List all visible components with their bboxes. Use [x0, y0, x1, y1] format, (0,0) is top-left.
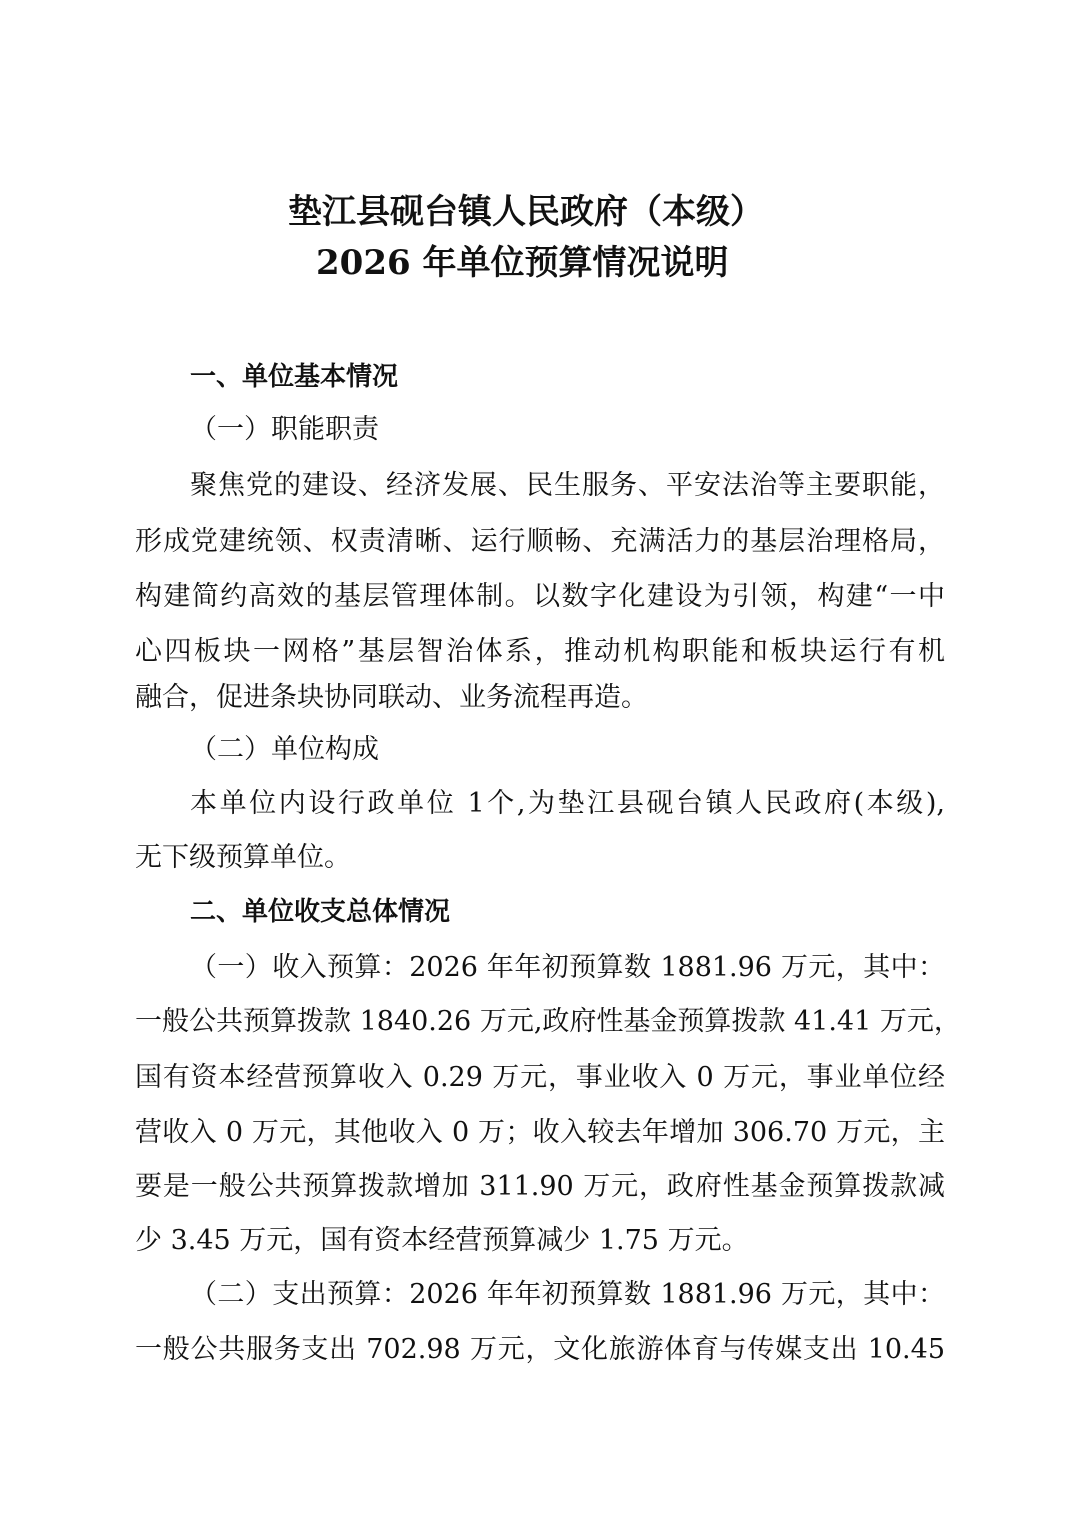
- paragraph-line: 国有资本经营预算收入 0.29 万元，事业收入 0 万元，事业单位经: [135, 1062, 945, 1093]
- paragraph-line: 无下级预算单位。: [135, 842, 351, 873]
- document-title-text: 2026 年单位预算情况说明: [316, 243, 729, 283]
- paragraph-line: 聚焦党的建设、经济发展、民生服务、平安法治等主要职能，: [190, 470, 945, 501]
- paragraph-line: 形成党建统领、权责清晰、运行顺畅、充满活力的基层治理格局，: [135, 526, 945, 557]
- paragraph-line: 融合，促进条块协同联动、业务流程再造。: [135, 682, 648, 713]
- paragraph-line: 少 3.45 万元，国有资本经营预算减少 1.75 万元。: [135, 1225, 749, 1256]
- subheading-functions: （一）职能职责: [190, 414, 379, 445]
- subheading-composition: （二）单位构成: [190, 734, 379, 765]
- paragraph-line: 营收入 0 万元，其他收入 0 万；收入较去年增加 306.70 万元，主: [135, 1117, 945, 1148]
- document-title-line1: 垫江县砚台镇人民政府（本级）: [288, 192, 764, 232]
- section-heading-basic-info: 一、单位基本情况: [190, 362, 399, 392]
- paragraph-line: （一）收入预算：2026 年年初预算数 1881.96 万元，其中：: [190, 952, 945, 983]
- paragraph-line: 一般公共预算拨款 1840.26 万元,政府性基金预算拨款 41.41 万元，: [135, 1006, 961, 1037]
- paragraph-line: （二）支出预算：2026 年年初预算数 1881.96 万元，其中：: [190, 1279, 945, 1310]
- paragraph-line: 一般公共服务支出 702.98 万元，文化旅游体育与传媒支出 10.45: [135, 1334, 945, 1365]
- paragraph-line: 心四板块一网格”基层智治体系，推动机构职能和板块运行有机: [135, 636, 945, 667]
- paragraph-line: 构建简约高效的基层管理体制。以数字化建设为引领，构建“一中: [135, 581, 945, 612]
- section-heading-revenue-expenditure: 二、单位收支总体情况: [190, 897, 451, 927]
- paragraph-line: 本单位内设行政单位 1个,为垫江县砚台镇人民政府(本级),: [190, 788, 945, 819]
- paragraph-line: 要是一般公共预算拨款增加 311.90 万元，政府性基金预算拨款减: [135, 1171, 945, 1202]
- document-title-line2: [316, 240, 728, 286]
